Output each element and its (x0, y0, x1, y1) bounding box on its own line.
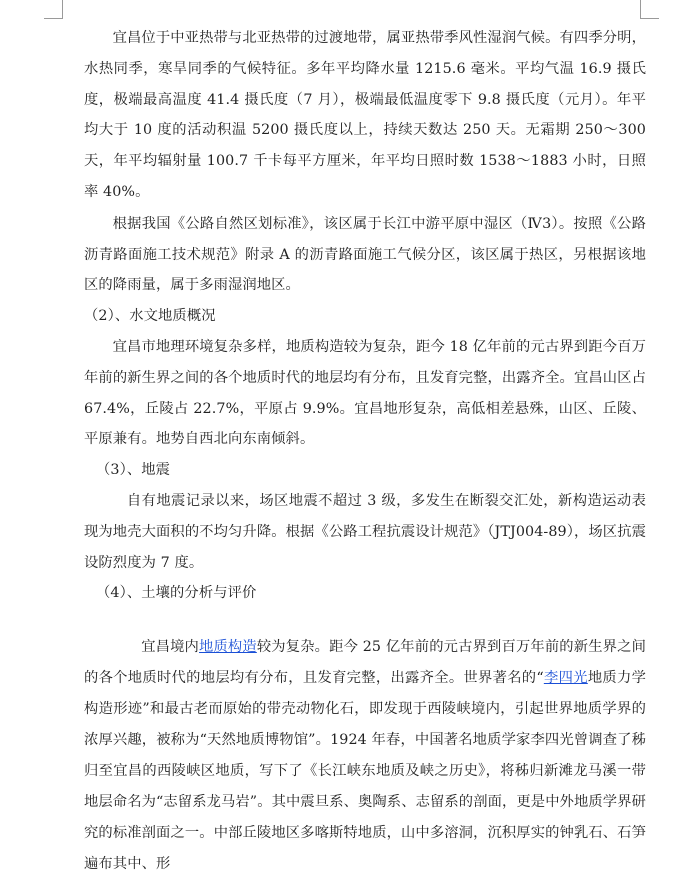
page-corner-mark-top-right (640, 0, 659, 19)
hydrogeology-paragraph: 宜昌市地理环境复杂多样，地质构造较为复杂，距今 18 亿年前的元古界到距今百万年前的新生界之间的各个地质时代的地层均有分布，且发育完整，出露齐全。宜昌山区占 67.4%，丘陵占 22.7%，平原占 9.9%。宜昌地形复杂，高低相差悬殊，山区、丘陵、平原兼有。地势自西北向东南倾斜。 (84, 338, 646, 448)
document-page (84, 23, 646, 880)
geology-text-middle: 较为复杂。距今 25 亿年前的元古界到百万年前的新生界之间的各个地质时代的地层均有分布，且发育完整，出露齐全。世界著名的“ (84, 639, 646, 687)
geology-paragraph (84, 632, 646, 880)
highway-zone-paragraph: 根据我国《公路自然区划标准》，该区属于长江中游平原中湿区（Ⅳ3）。按照《公路沥青路面施工技术规范》附录 A 的沥青路面施工气候分区，该区属于热区，另根据该地区的降雨量，属于多雨湿润地区。 (84, 215, 646, 294)
geological-structure-link[interactable]: 地质构造 (199, 639, 257, 656)
section-heading-earthquake: （3）、地震 (96, 462, 171, 479)
climate-paragraph: 宜昌位于中亚热带与北亚热带的过渡地带，属亚热带季风性湿润气候。有四季分明，水热同季，寒旱同季的气候特征。多年平均降水量 1215.6 毫米。平均气温 16.9 摄氏度，极端最高温度 41.4 摄氏度（7 月），极端最低温度零下 9.8 摄氏度（元月）。年平均大于 10 度的活动积温 5200 摄氏度以上，持续天数达 250 天。无霜期 250～300 天，年平均辐射量 100.7 千卡每平方厘米，年平均日照时数 1538～1883 小时，日照率 40%。 (84, 30, 646, 200)
earthquake-paragraph: 自有地震记录以来，场区地震不超过 3 级，多发生在断裂交汇处，新构造运动表现为地壳大面积的不均匀升降。根据《公路工程抗震设计规范》（JTJ004-89），场区抗震设防烈度为 7 度。 (84, 492, 646, 571)
page-corner-mark-top-left (44, 0, 63, 19)
li-siguang-link[interactable]: 李四光 (543, 670, 588, 687)
section-heading-soil: （4）、土壤的分析与评价 (96, 585, 257, 602)
geology-text-start: 宜昌境内 (141, 639, 200, 656)
blank-line (84, 609, 646, 632)
section-heading-hydrogeology: （2）、水文地质概况 (84, 308, 216, 325)
geology-text-end: 地质力学构造形迹”和最古老而原始的带壳动物化石，即发现于西陵峡境内，引起世界地质学界的浓厚兴趣，被称为“天然地质博物馆”。1924 年春，中国著名地质学家李四光曾调查了秭归至宜昌的西陵峡区地质，写下了《长江峡东地质及峡之历史》，将秭归新滩龙马溪一带地层命名为“志留系龙马岩”。其中震旦系、奥陶系、志留系的剖面，更是中外地质学界研究的标准剖面之一。中部丘陵地区多喀斯特地质，山中多溶洞，沉积厚实的钟乳石、石笋遍布其中、形 (84, 670, 646, 873)
